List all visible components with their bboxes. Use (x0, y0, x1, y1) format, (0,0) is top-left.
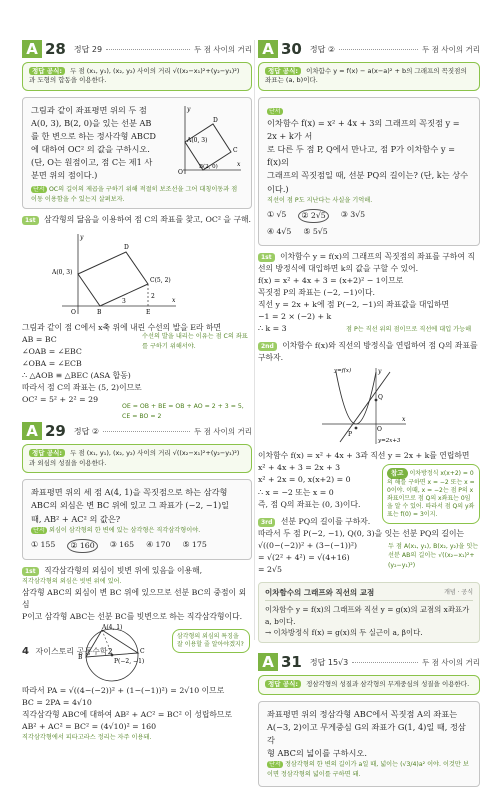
solution-lines (22, 322, 252, 420)
problem-box (258, 701, 480, 787)
choice-selected[interactable]: ② 2√5 (298, 209, 328, 223)
problem-tag: 단서 (269, 107, 281, 115)
choice[interactable]: ① 155 (31, 539, 56, 549)
solution-line: 삼각형 ABC의 외심이 변 BC 위에 있으므로 선분 BC의 중점이 외심 (22, 587, 247, 609)
fig-label-o: O (377, 426, 382, 434)
section-28 (22, 40, 252, 420)
problem-line: 를 한 변으로 하는 정사각형 ABCD (31, 131, 156, 142)
end-note: 직각삼각형에서 피타고라스 정리는 자주 이용돼. (22, 734, 152, 742)
step-2 (258, 340, 480, 364)
equation-line: x² + 4x + 3 = 2x + 3 (258, 463, 341, 473)
section-letter: A (22, 422, 42, 440)
square-figure (173, 104, 243, 176)
fig-label-a: A(0, 3) (187, 136, 208, 144)
section-header (22, 422, 252, 440)
equation-line: ∴ k = 3 (258, 324, 287, 334)
summary-line: a, b이다. (265, 616, 296, 626)
answer-label: 정답 29 (73, 44, 103, 54)
tip-tag: 정답 공식: (29, 449, 65, 457)
fig-label-c: C (140, 648, 145, 655)
hint-note (31, 185, 243, 205)
problem-line: 형 ABC의 넓이를 구하시오. (267, 748, 367, 759)
problem-line: 때, AB² + AC² 의 값은? (31, 513, 121, 524)
step-text: 선분 PQ의 길이를 구하자. (280, 516, 371, 526)
solution-figure (52, 230, 182, 318)
fig-label-y: y (378, 368, 382, 376)
right-column (258, 40, 480, 787)
equation-line: = √(2² + 4²) = √(4+16) (258, 552, 350, 562)
fig2-label-e: E (146, 308, 151, 316)
fig2-label-b: B (97, 308, 102, 316)
equation-note: 점 P는 직선 위의 점이므로 직선에 대입 가능해 (346, 325, 472, 333)
equation-line: 즉, 점 Q의 좌표는 (0, 3)이다. (258, 499, 361, 509)
fig-label-d: D (213, 116, 218, 124)
formula-tip (258, 62, 480, 91)
fig2-label-2: 2 (151, 292, 155, 300)
side-note: 수선의 발을 내리는 이유는 점 C의 좌표를 구하기 위해서야. (142, 332, 248, 350)
parabola-figure (318, 366, 408, 446)
problem-line: 분면 위의 점이다.) (31, 170, 98, 181)
solution-line: 따라서 점 C의 좌표는 (5, 2)이므로 (22, 383, 142, 393)
summary-header (265, 587, 473, 601)
choice[interactable]: ⑤ 5√5 (303, 227, 328, 237)
equation-line: 직선 y = 2x + k에 점 P(−2, −1)의 좌표값을 대입하면 (258, 299, 450, 309)
side-note: OE = OB + BE = OB + AO = 2 + 3 = 5, CE = BO = 2 (122, 402, 244, 420)
fig-label-p: P (348, 431, 353, 439)
topic-label: 두 점 사이의 거리 (422, 44, 480, 54)
fig2-label-a: A(0, 3) (52, 268, 73, 276)
final-lines (22, 685, 252, 743)
solution-line: BC = 2PA = 4√10 (22, 698, 92, 708)
section-header (258, 653, 480, 671)
step-1 (22, 214, 252, 226)
answer-choices (267, 226, 471, 238)
problem-line: A(0, 3), B(2, 0)을 있는 선분 AB (31, 117, 152, 128)
solution-line: AB = BC (22, 335, 57, 344)
step3-equations (258, 528, 480, 576)
choice-selected[interactable]: ② 160 (67, 539, 97, 553)
fig-label-a: A(4, 1) (102, 624, 123, 631)
step-tag: 1st (22, 567, 39, 576)
summary-title: 이차함수의 그래프와 직선의 교점 (265, 588, 375, 598)
problem-line: 그림과 같이 좌표평면 위의 두 점 (31, 104, 147, 115)
answer-label: 정답 ② (73, 426, 100, 436)
fig-label-o: O (178, 168, 183, 176)
column-divider (254, 40, 255, 640)
section-29 (22, 422, 252, 742)
fig-label-b: B(2, 0) (199, 163, 218, 170)
tip-tag: 정답 공식: (29, 67, 65, 75)
solution-line: ∠OAB = ∠EBC (22, 347, 82, 357)
fig2-label-3: 3 (122, 297, 126, 305)
fig-label-x: x (402, 416, 406, 424)
hint-text: 정삼각형의 한 변의 길이가 a일 때, 넓이는 (√3/4)a² 이야. 이것만 보이면 정삼각형의 넓이를 구하면 돼. (267, 761, 469, 779)
fig2-label-c: C(5, 2) (150, 276, 171, 284)
problem-text (31, 104, 171, 183)
solution-line: 따라서 PA = √((4−(−2))² + (1−(−1))²) = 2√10 이므로 (22, 686, 225, 695)
topic-label: 두 점 사이의 거리 (194, 426, 252, 436)
summary-body (265, 604, 473, 638)
tip-bubble: 삼각형의 외심의 특징을 잘 이용할 줄 알아야겠지? (172, 629, 250, 653)
page-footer (22, 646, 113, 657)
formula-tip (258, 675, 480, 694)
problem-box (22, 479, 252, 560)
choice[interactable]: ① √5 (267, 209, 287, 219)
solution-line: OC² = 5² + 2² = 29 (22, 395, 99, 405)
choice[interactable]: ③ 165 (109, 539, 135, 549)
problem-line: (단, O는 원점이고, 점 C는 제1 사 (31, 157, 153, 168)
choice[interactable]: ⑤ 175 (182, 539, 207, 549)
tip-tag: 정답 공식: (265, 67, 301, 75)
summary-line: → 이차방정식 f(x) = g(x)의 두 실근이 a, β이다. (265, 628, 423, 637)
solution-line: P이고 삼각형 ABC는 선분 BC를 빗변으로 하는 직각삼각형이다. (22, 611, 243, 621)
section-letter: A (258, 653, 278, 671)
fig-label-curve: y=f(x) (334, 368, 352, 375)
reference-bubble (382, 464, 480, 523)
hint-text: OC의 길이의 제곱을 구하기 위해 적절히 보조선을 그어 대칭이동과 점이동 이용함을 수 있는지 살펴보자. (31, 185, 238, 203)
fig-label-p: P(−2, −1) (114, 658, 145, 665)
step-1 (258, 251, 480, 275)
page-number: 4 (22, 646, 29, 657)
formula-tip (22, 444, 252, 473)
section-letter: A (258, 40, 278, 58)
fig2-label-d: D (124, 243, 129, 251)
fig-label-y: y (187, 105, 191, 113)
equation-note: 두 점 A(x₁, y₁), B(x₂, y₂)을 잇는 선분 AB의 길이는 √((x₂−x₁)²+(y₂−y₁)²) (388, 542, 479, 569)
step-tag: 1st (258, 253, 275, 262)
section-31 (258, 653, 480, 787)
hint-text: 외심이 삼각형의 한 변에 있는 삼각형은 직각삼각형이야. (48, 526, 201, 534)
tip-text: 정삼각형의 성질과 삼각형의 무게중심의 성질을 이용한다. (306, 680, 470, 689)
step-tag: 3rd (258, 518, 275, 527)
equation-line: 따라서 두 점 P(−2, −1), Q(0, 3)을 잇는 선분 PQ의 길이는 (258, 528, 465, 538)
step-text: 삼각형의 닮음을 이용하여 점 C의 좌표를 찾고, OC² 을 구해. (44, 214, 251, 224)
equation-line: = 2√5 (258, 564, 282, 574)
book-title: 자이스토리 공통수학2 (35, 647, 113, 656)
section-30 (258, 40, 480, 643)
hint-note (267, 760, 471, 780)
tip-text: 두 점 (x₁, y₁), (x₂, y₂) 사이의 거리 √((x₂−x₁)²+(y₂−y₁)²) 과 외심의 성질을 이용한다. (29, 449, 240, 467)
answer-label: 정답 15√3 (309, 657, 349, 667)
bubble-tag: 참고 (387, 468, 408, 479)
choice[interactable]: ③ 3√5 (340, 209, 366, 219)
equation-line: 이차함수 f(x) = x² + 4x + 3과 직선 y = 2x + k를 연립하면 (258, 451, 470, 461)
summary-line: 이차함수 y = f(x)의 그래프와 직선 y = g(x)의 교점의 x좌표가 (265, 605, 470, 615)
hint-note (31, 526, 243, 536)
step2-equations (258, 450, 480, 519)
header-dotted-line (106, 49, 190, 50)
fig2-label-y: y (80, 233, 84, 241)
fig-label-b: B (78, 654, 83, 661)
section-header (22, 40, 252, 58)
step-tag: 2nd (258, 342, 277, 351)
solution-line: ∴ △AOB ≡ △BEC (ASA 합동) (22, 371, 131, 381)
hint-tag: 단서 (269, 761, 281, 769)
tip-text: 두 점 (x₁, y₁), (x₂, y₂) 사이의 거리 √((x₂−x₁)²+(y₂−y₁)²) 과 도형의 합동을 이용한다. (29, 67, 240, 85)
fig2-label-o: O (71, 308, 76, 316)
tip-text: 이차함수 y = f(x) − a(x−a)² + b의 그래프의 꼭짓점의 좌표는 (a, b)이다. (265, 67, 467, 85)
hint-tag: 단서 (33, 526, 45, 534)
summary-tag: 개념 · 공식 (444, 589, 473, 597)
step-1 (22, 565, 252, 587)
equation-line: x² + 2x = 0, x(x+2) = 0 (258, 475, 351, 485)
fig-label-line: y=2x+3 (378, 438, 401, 445)
section-number: 30 (281, 40, 302, 58)
fig-label-c: C (233, 146, 238, 154)
fig2-label-x: x (172, 296, 176, 304)
problem-line: ABC의 외심은 변 BC 위에 있고 그 좌표가 (−2, −1)일 (31, 500, 230, 511)
step-tag: 1st (22, 216, 39, 225)
step-text: 이차함수 f(x)와 직선의 방정식을 연립하여 점 Q의 좌표를 구하자. (258, 341, 478, 363)
formula-tip (22, 62, 252, 91)
tip-tag: 정답 공식: (265, 680, 301, 688)
section-number: 28 (45, 40, 66, 58)
problem-line: A(−3, 2)이고 무게중심 G의 좌표가 G(1, 4)일 때, 정삼각 (267, 722, 466, 746)
section-number: 31 (281, 653, 302, 672)
equation-line: ∴ x = −2 또는 x = 0 (258, 487, 334, 497)
solution-line: 그림과 같이 점 C에서 x축 위에 내린 수선의 발을 E라 하면 (22, 322, 222, 332)
equation-line: √((0−(−2))² + (3−(−1))²) (258, 540, 358, 550)
problem-line: 좌표평면 위의 세 점 A(4, 1)을 꼭짓점으로 하는 삼각형 (31, 487, 228, 498)
step-text: 직각삼각형의 외심이 빗변 위에 있음을 이용해, (44, 566, 203, 576)
solution-line: 직각삼각형 ABC에 대하여 AB² + AC² = BC² 이 성립하므로 (22, 710, 232, 720)
fig-label-x: x (237, 160, 241, 168)
answer-choices (267, 209, 471, 223)
left-column (22, 40, 252, 743)
concept-summary (258, 582, 480, 643)
problem-line: 로 다른 두 점 P, Q에서 만나고, 점 P가 이차함수 y = f(x)의 (267, 144, 455, 168)
solution-line: AB² + AC² = BC² = (4√10)² = 160 (22, 722, 157, 732)
section-letter: A (22, 40, 42, 58)
solution-lines (22, 587, 252, 623)
problem-line: 그래프의 꼭짓점일 때, 선분 PQ의 길이는? (단, k는 상수이다.) (267, 170, 469, 194)
equation-line: f(x) = x² + 4x + 3 = (x+2)² − 1이므로 (258, 275, 404, 285)
section-header (258, 40, 480, 58)
hint-tag: 단서 (33, 185, 45, 193)
problem-box (22, 97, 252, 209)
step-text: 이차함수 y = f(x)의 그래프의 꼭짓점의 좌표를 구하여 직선의 방정식에 대입하면 k의 값을 구할 수 있어. (258, 251, 475, 273)
equation-line: 꼭짓점 P의 좌표는 (−2, −1)이다. (258, 287, 375, 297)
topic-label: 두 점 사이의 거리 (422, 657, 480, 667)
problem-line: 에 대하여 OC² 의 값을 구하시오. (31, 144, 150, 155)
answer-label: 정답 ② (309, 44, 336, 54)
problem-line: 이차함수 f(x) = x² + 4x + 3의 그래프의 꼭짓점 y = 2x + k가 서 (267, 117, 460, 142)
header-dotted-line (339, 49, 418, 50)
bubble-text: 이차방정식 x(x+2) = 0의 해를 구하면 x = −2 또는 x = 0이야. 이때, x = −2는 점 P의 x좌표이므로 점 Q의 x좌표는 0임을 알 수 있어. 따라서 점 Q의 y좌표는 f(0) = 3이지. (387, 470, 475, 519)
topic-label: 두 점 사이의 거리 (194, 44, 252, 54)
equation-line: −1 = 2 × (−2) + k (258, 311, 332, 321)
step-note: 직각삼각형의 외심은 빗변 위에 있어. (22, 578, 122, 586)
step1-equations (258, 275, 480, 335)
header-dotted-line (103, 431, 190, 432)
answer-choices (31, 539, 243, 553)
choice[interactable]: ④ 4√5 (267, 227, 292, 237)
solution-line: ∠OBA = ∠ECB (22, 359, 82, 369)
problem-line: 좌표평면 위의 정삼각형 ABC에서 꼭짓점 A의 좌표는 (267, 708, 458, 719)
section-number: 29 (45, 422, 66, 441)
header-dotted-line (352, 662, 418, 663)
problem-hint: 직선이 점 P도 지난다는 사실을 기억해. (267, 196, 373, 204)
choice[interactable]: ④ 170 (146, 539, 171, 549)
problem-box (258, 97, 480, 246)
fig-label-q: Q (378, 394, 383, 402)
